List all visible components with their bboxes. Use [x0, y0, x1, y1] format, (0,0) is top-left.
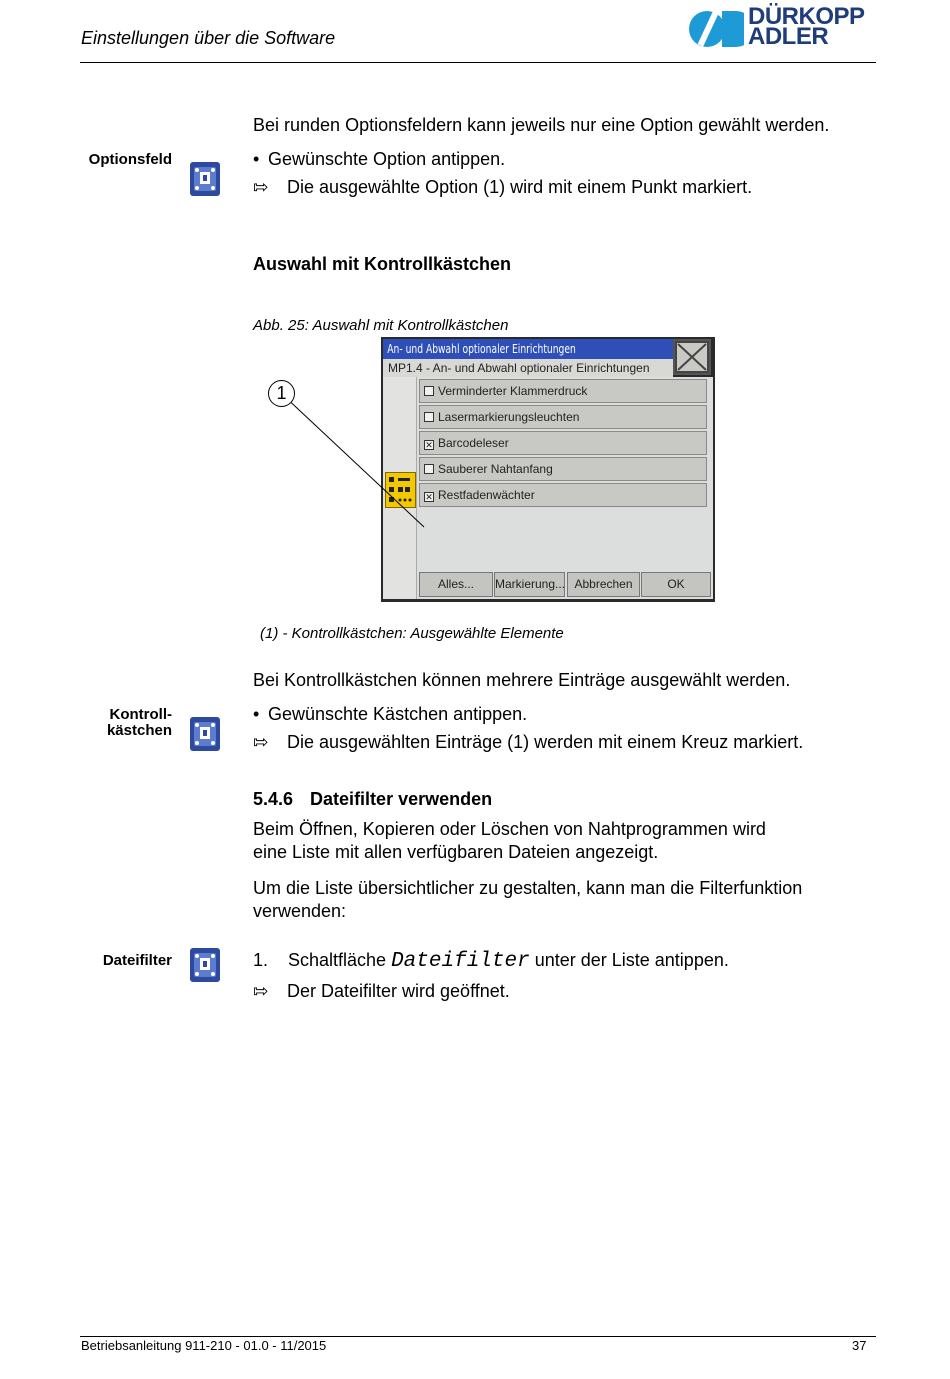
options-intro: Bei runden Optionsfeldern kann jeweils nur eine Option gewählt werden.	[253, 115, 830, 135]
section-title: Dateifilter verwenden	[310, 789, 493, 809]
logo-line-2: ADLER	[748, 23, 829, 50]
footer-divider	[80, 1336, 876, 1337]
result-arrow-icon: ⇰	[253, 732, 269, 752]
checkbox-checked-icon[interactable]: ✕	[425, 492, 433, 502]
step-number: 1.	[253, 950, 269, 970]
screen-button-alles[interactable]: Alles...	[419, 572, 493, 597]
options-bullet: • Gewünschte Option antippen.	[253, 149, 506, 169]
screen-button-ok[interactable]: OK	[641, 572, 711, 597]
running-header: Einstellungen über die Software	[81, 28, 336, 48]
checkbox-intro: Bei Kontrollkästchen können mehrere Einträge ausgewählt werden.	[253, 670, 791, 690]
section-heading-dateifilter	[253, 789, 492, 810]
logo-line-1: DÜRKOPP	[748, 3, 865, 30]
result-arrow-icon: ⇰	[253, 177, 269, 197]
checkbox-checked-icon[interactable]: ✕	[425, 440, 433, 450]
touch-icon	[190, 948, 220, 982]
logo-mark-icon	[688, 9, 744, 49]
callout-marker: 1	[268, 380, 295, 407]
filter-paragraph-2: Um die Liste übersichtlicher zu gestalten, kann man die Filterfunktion verwenden:	[253, 878, 803, 921]
close-icon	[675, 341, 709, 373]
dateifilter-button-name: Dateifilter	[391, 950, 530, 973]
options-result: ⇰ Die ausgewählte Option (1) wird mit einem Punkt markiert.	[253, 177, 753, 197]
callout-leader-line	[280, 392, 430, 532]
screen-close-button[interactable]	[673, 339, 711, 375]
screen-option-row[interactable]: ✕ Restfadenwächter	[419, 483, 707, 507]
checkbox-bullet: • Gewünschte Kästchen antippen.	[253, 704, 528, 724]
screen-subtitle: MP1.4 - An- und Abwahl optionaler Einrichtungen	[383, 359, 673, 377]
screen-option-row[interactable]: Sauberer Nahtanfang	[419, 457, 707, 481]
filter-result: ⇰ Der Dateifilter wird geöffnet.	[253, 981, 510, 1001]
filter-paragraph-1: Beim Öffnen, Kopieren oder Löschen von Nahtprogrammen wird eine Liste mit allen verfügbaren Dateien angezeigt.	[253, 819, 766, 862]
side-label-kontrollkaestchen: Kontroll- kästchen	[106, 706, 172, 739]
checkbox-heading: Auswahl mit Kontrollkästchen	[253, 254, 512, 274]
page-number: 37	[852, 1338, 867, 1353]
header-divider	[80, 62, 876, 63]
side-label-optionsfeld: Optionsfeld	[88, 151, 172, 168]
brand-logo	[688, 3, 878, 53]
bullet-mark: •	[253, 704, 260, 724]
bullet-mark: •	[253, 149, 260, 169]
section-number: 5.4.6	[253, 789, 294, 809]
checkbox-result: ⇰ Die ausgewählten Einträge (1) werden mit einem Kreuz markiert.	[253, 732, 804, 752]
touch-icon	[190, 162, 220, 196]
screen-button-markierung[interactable]: Markierung...	[494, 572, 565, 597]
screen-figure	[381, 337, 715, 602]
screen-option-row[interactable]: ✕ Barcodeleser	[419, 431, 707, 455]
result-arrow-icon: ⇰	[253, 981, 269, 1001]
figure-caption: Abb. 25: Auswahl mit Kontrollkästchen	[253, 317, 509, 334]
screen-option-row[interactable]: Verminderter Klammerdruck	[419, 379, 707, 403]
screen-title: An- und Abwahl optionaler Einrichtungen	[383, 339, 630, 359]
screen-option-row[interactable]: Lasermarkierungsleuchten	[419, 405, 707, 429]
touch-icon	[190, 717, 220, 751]
screen-button-abbrechen[interactable]: Abbrechen	[567, 572, 640, 597]
figure-legend: (1) - Kontrollkästchen: Ausgewählte Elemente	[260, 625, 564, 642]
filter-step-1: 1. Schaltfläche Dateifilter unter der Liste antippen.	[253, 950, 729, 973]
side-label-dateifilter: Dateifilter	[102, 952, 172, 969]
footer-document-id: Betriebsanleitung 911-210 - 01.0 - 11/2015	[81, 1338, 327, 1353]
